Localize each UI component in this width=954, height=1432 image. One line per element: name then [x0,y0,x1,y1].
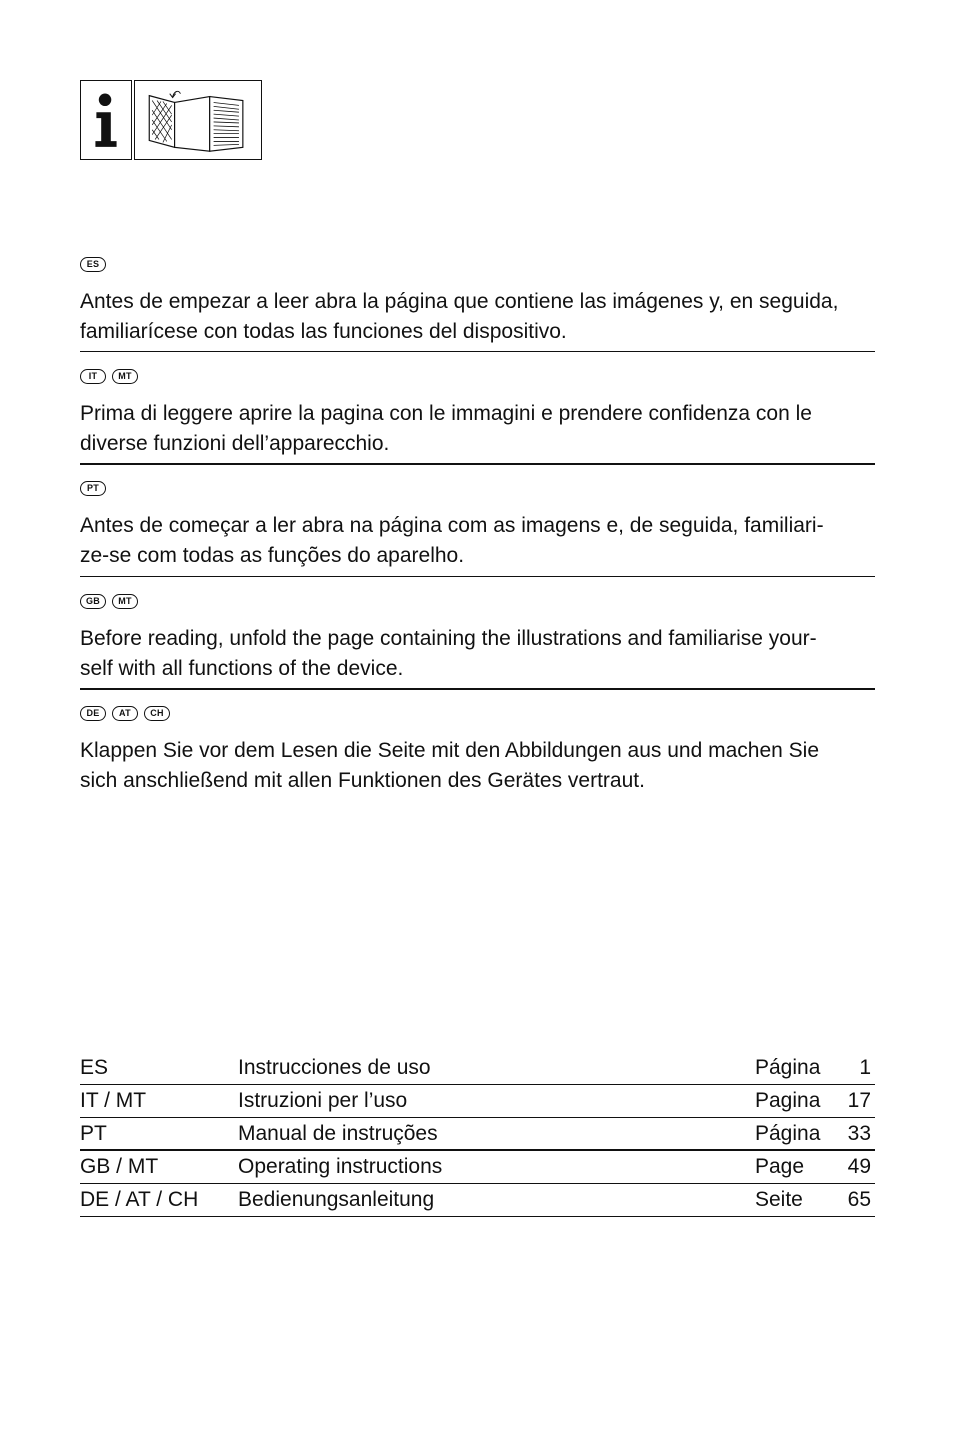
page-word: Page [755,1155,805,1178]
country-code-badge: GB [80,594,106,609]
page-word: Pagina [755,1089,821,1112]
country-code-badge: MT [112,594,138,609]
manual-title: Bedienungsanleitung [238,1188,435,1211]
table-row [80,1151,875,1184]
divider [80,463,875,465]
intro-paragraph: Antes de empezar a leer abra la página que contiene las imágenes y, en seguida, familiarícese con todas las funciones del dispositivo. [80,290,839,343]
manual-title: Istruzioni per l’uso [238,1089,408,1112]
language-code: GB / MT [80,1155,159,1178]
intro-paragraph: Antes de começar a ler abra na página com as imagens e, de seguida, familiari- ze-se com todas as funções do aparelho. [80,514,824,567]
country-code-badge: CH [144,706,170,721]
section-pt [80,478,875,571]
section-gb-mt [80,591,875,684]
page-number: 33 [847,1122,871,1145]
language-code: IT / MT [80,1089,147,1112]
page-number: 17 [847,1089,871,1112]
language-code: ES [80,1056,109,1079]
country-code-badge: ES [80,257,106,272]
page-number: 65 [847,1188,871,1211]
page-word: Seite [755,1188,803,1211]
page-number: 49 [847,1155,871,1178]
language-code: DE / AT / CH [80,1188,199,1211]
country-code-badge: PT [80,481,106,496]
divider [80,351,875,352]
section-it-mt [80,366,875,459]
page-number: 1 [859,1056,871,1079]
table-row [80,1118,875,1151]
table-row [80,1085,875,1118]
language-code: PT [80,1122,107,1145]
unfold-page-icon [134,80,262,160]
manual-title: Operating instructions [238,1155,443,1178]
country-code-badge: IT [80,369,106,384]
page-word: Página [755,1056,821,1079]
language-index-table [80,1052,875,1217]
table-row [80,1184,875,1217]
section-es [80,254,875,347]
intro-paragraph: Before reading, unfold the page containing the illustrations and familiarise your- self with all functions of the device. [80,627,817,680]
table-row [80,1052,875,1085]
manual-title: Instrucciones de uso [238,1056,431,1079]
info-icon [80,80,132,160]
manual-title: Manual de instruções [238,1122,438,1145]
intro-paragraph: Klappen Sie vor dem Lesen die Seite mit den Abbildungen aus und machen Sie sich anschließend mit allen Funktionen des Gerätes vertraut. [80,739,819,792]
divider [80,576,875,577]
country-code-badge: MT [112,369,138,384]
intro-paragraph: Prima di leggere aprire la pagina con le immagini e prendere confidenza con le diverse funzioni dell’apparecchio. [80,402,812,455]
divider [80,688,875,690]
section-de-at-ch [80,703,875,796]
country-code-badge: AT [112,706,138,721]
page-word: Página [755,1122,821,1145]
country-code-badge: DE [80,706,106,721]
